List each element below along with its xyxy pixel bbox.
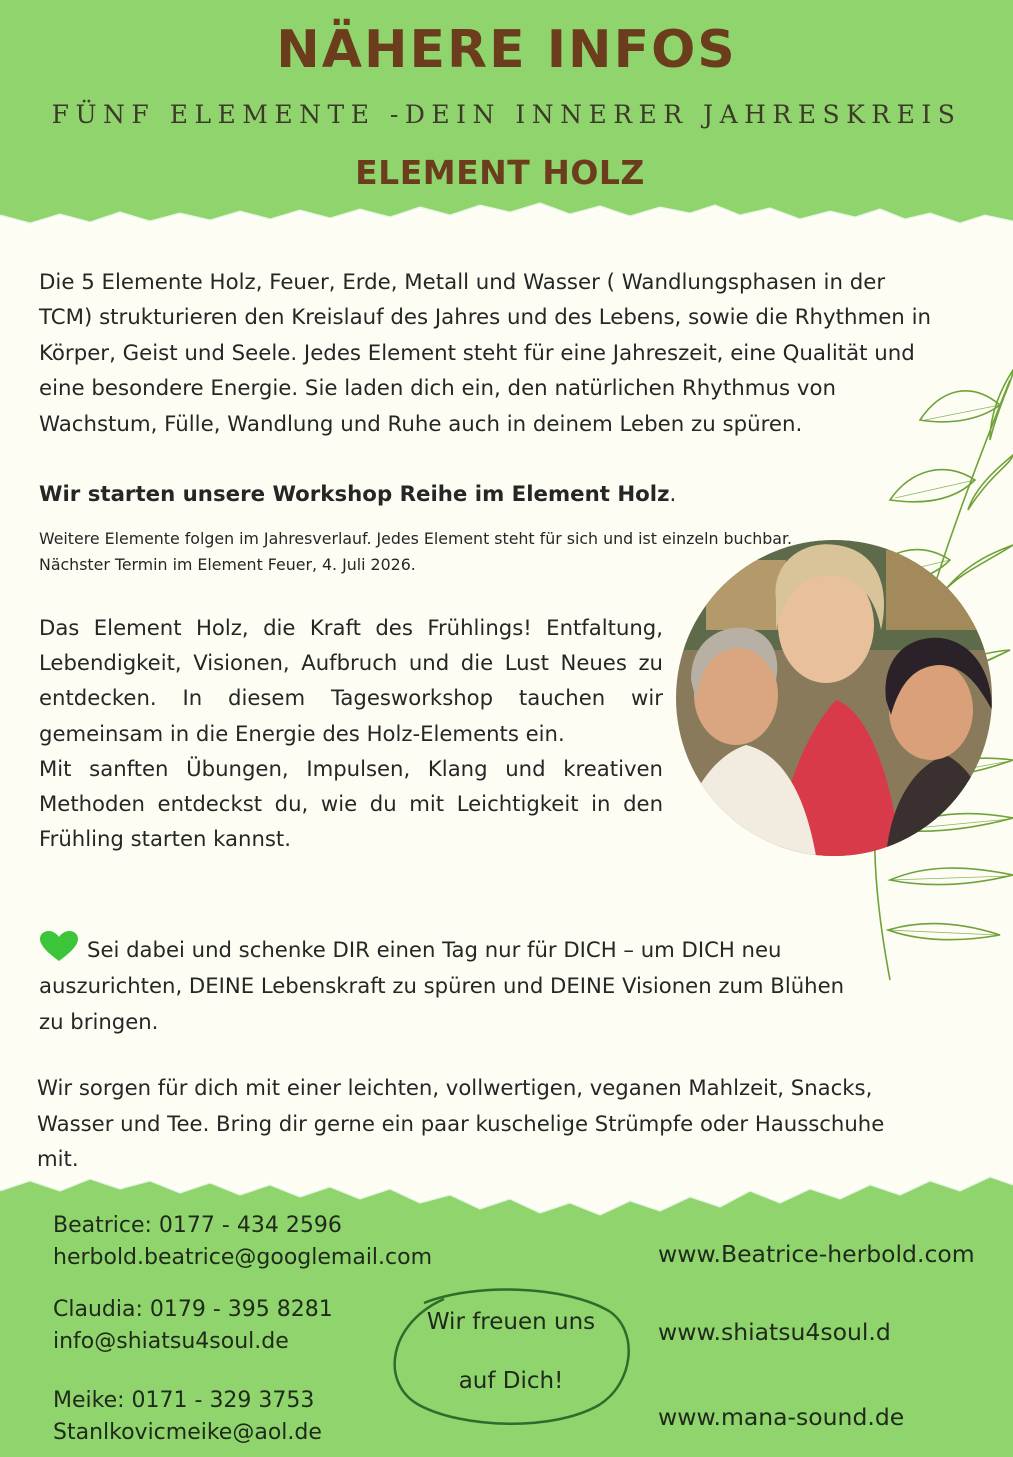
website-beatrice[interactable]: www.Beatrice-herbold.com: [658, 1240, 975, 1268]
contact-email[interactable]: Stanlkovicmeike@aol.de: [53, 1420, 322, 1445]
workshop-series-bold: Wir starten unsere Workshop Reihe im Element Holz: [39, 482, 670, 507]
element-heading: ELEMENT HOLZ: [355, 153, 645, 192]
green-heart-icon: [39, 931, 79, 963]
greeting-oval: [384, 1283, 638, 1428]
workshop-series-statement: [39, 477, 939, 512]
greeting-line-2: auf Dich!: [458, 1368, 564, 1394]
intro-paragraph: Die 5 Elemente Holz, Feuer, Erde, Metall und Wasser ( Wandlungsphasen in der TCM) strukturieren den Kreislauf des Jahres und des Lebens, sowie die Rhythmen in Körper, Geist und Seele. Jedes Element steht für eine Jahreszeit, eine Qualität und eine besondere Energie. Sie laden dich ein, den natürlichen Rhythmus von Wachstum, Fülle, Wandlung und Ruhe auch in deinem Leben zu spüren.: [39, 270, 931, 437]
website-mana-sound[interactable]: www.mana-sound.de: [658, 1403, 905, 1431]
contact-email[interactable]: info@shiatsu4soul.de: [53, 1329, 289, 1354]
group-photo: [676, 540, 992, 856]
page-subtitle: FÜNF ELEMENTE -DEIN INNERER JAHRESKREIS: [51, 100, 962, 129]
greeting-line-1: Wir freuen uns: [426, 1309, 596, 1335]
page-title: NÄHERE INFOS: [276, 20, 737, 80]
catering-info: Wir sorgen für dich mit einer leichten, vollwertigen, veganen Mahlzeit, Snacks, Wasser und Tee. Bring dir gerne ein paar kuschelige Strümpfe oder Hausschuhe mit.: [37, 1075, 885, 1171]
cta-text: Sei dabei und schenke DIR einen Tag nur für DICH – um DICH neu auszurichten, DEINE Lebenskraft zu spüren und DEINE Visionen zum Blühen zu bringen.: [39, 937, 845, 1034]
holz-paragraph-1: Das Element Holz, die Kraft des Frühlings! Entfaltung, Lebendigkeit, Visionen, Aufbruch und die Lust Neues zu entdecken. In diesem Tagesworkshop tauchen wir gemeinsam in die Energie des Holz-Elements ein.: [39, 615, 663, 746]
group-photo-illustration: [676, 540, 992, 856]
element-holz-description: [39, 610, 663, 856]
call-to-action: [39, 931, 859, 1040]
contact-beatrice: [53, 1210, 473, 1274]
schedule-note: Weitere Elemente folgen im Jahresverlauf. Jedes Element steht für sich und ist einzeln buchbar. Nächster Termin im Element Feuer, 4. Juli 2026.: [39, 529, 793, 574]
contact-phone: Meike: 0171 - 329 3753: [53, 1388, 315, 1413]
contact-email[interactable]: herbold.beatrice@googlemail.com: [53, 1245, 433, 1270]
contact-phone: Claudia: 0179 - 395 8281: [53, 1297, 333, 1322]
workshop-series-period: .: [669, 482, 677, 507]
holz-paragraph-2: Mit sanften Übungen, Impulsen, Klang und kreativen Methoden entdeckst du, wie du mit Leichtigkeit in den Frühling starten kannst.: [39, 755, 663, 852]
contact-phone: Beatrice: 0177 - 434 2596: [53, 1213, 342, 1238]
website-shiatsu4soul[interactable]: www.shiatsu4soul.d: [658, 1318, 891, 1346]
